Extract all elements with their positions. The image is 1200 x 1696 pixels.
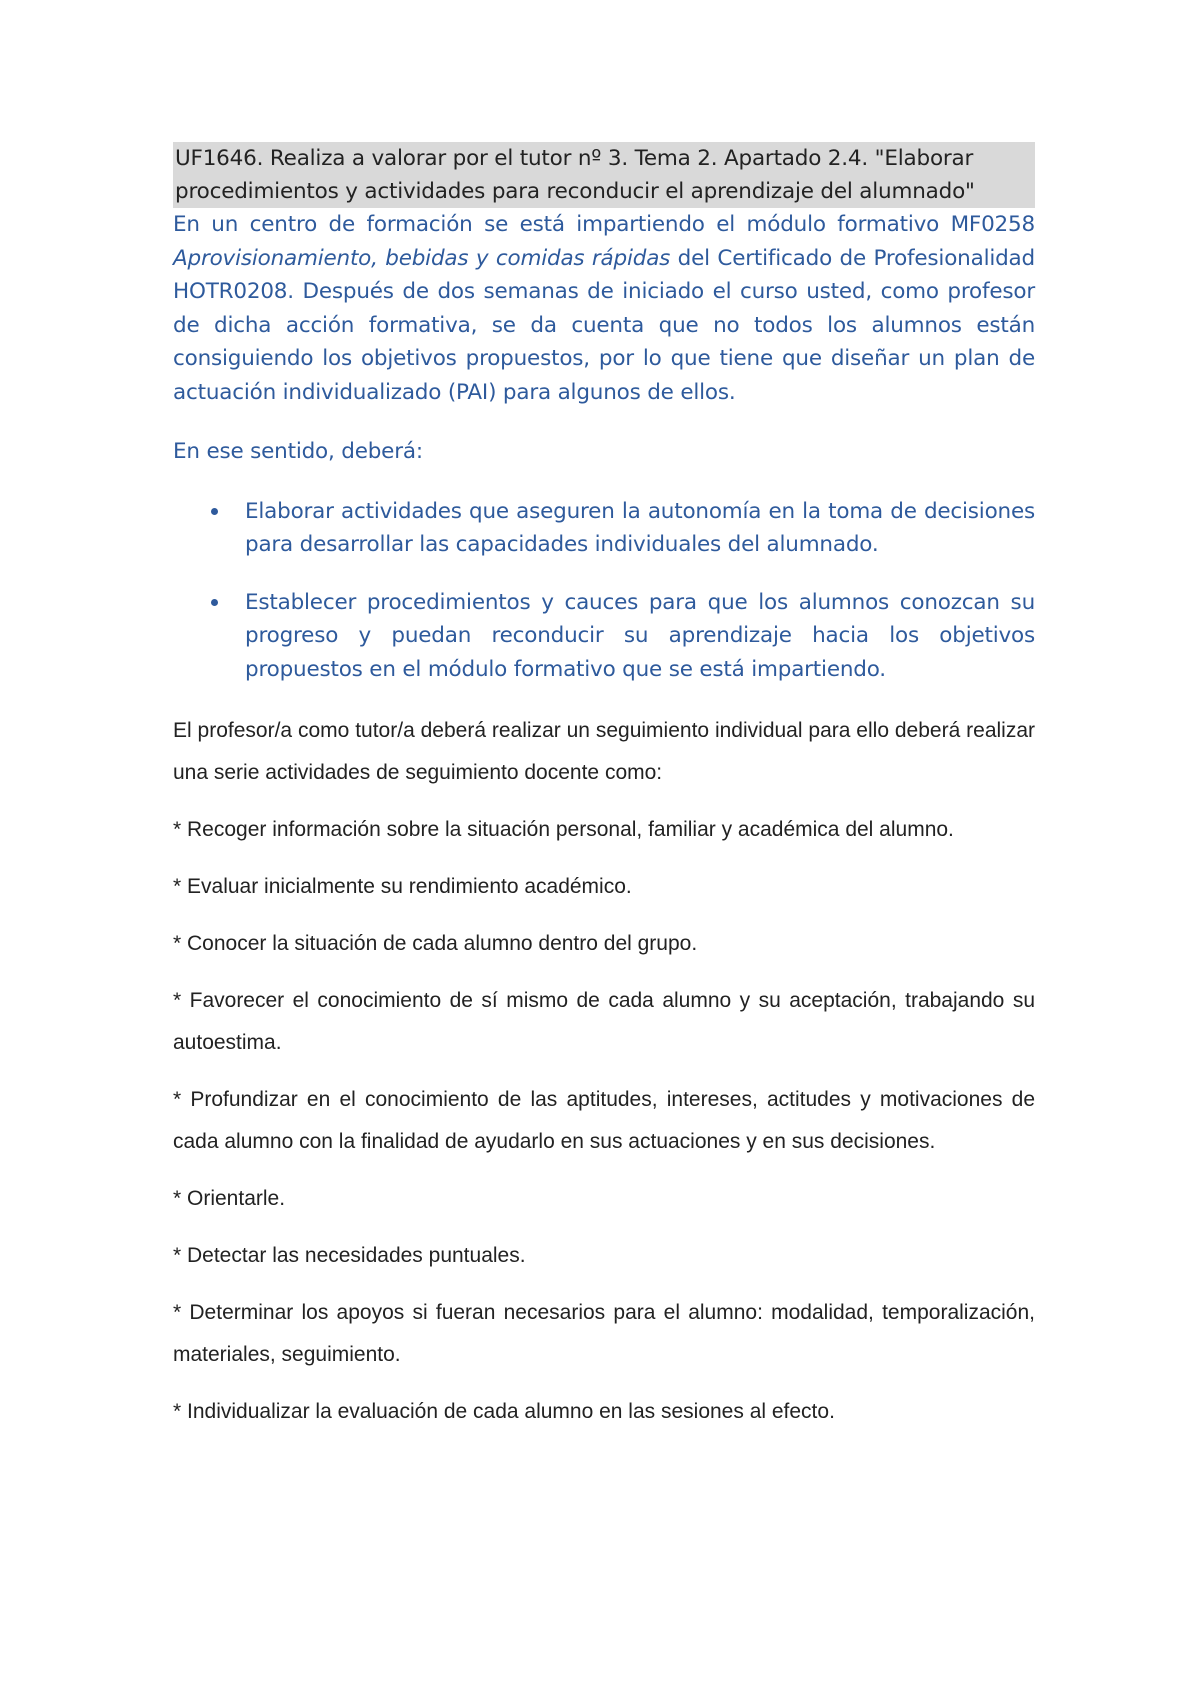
bullet-item: [173, 495, 1035, 562]
document-heading: UF1646. Realiza a valorar por el tutor nº 3. Tema 2. Apartado 2.4. "Elaborar procedimientos y actividades para reconducir el aprendizaje del alumnado": [173, 142, 1035, 208]
task-bullet-list: [173, 495, 1035, 687]
activity-item: * Profundizar en el conocimiento de las aptitudes, intereses, actitudes y motivaciones de cada alumno con la finalidad de ayudarlo en sus actuaciones y en sus decisiones.: [173, 1088, 1035, 1153]
intro-text-part2: del Certificado de Profesionalidad HOTR0208. Después de dos semanas de iniciado el curso usted, como profesor de dicha acción formativa, se da cuenta que no todos los alumnos están consiguiendo los objetivos propuestos, por lo que tiene que diseñar un plan de actuación individualizado (PAI) para algunos de ellos.: [173, 245, 1035, 405]
body-paragraph: El profesor/a como tutor/a deberá realizar un seguimiento individual para ello deberá realizar una serie actividades de seguimiento docente como:: [173, 719, 1035, 784]
activity-item: * Recoger información sobre la situación personal, familiar y académica del alumno.: [173, 818, 954, 841]
activity-item: * Orientarle.: [173, 1187, 286, 1210]
document-page: [173, 142, 1035, 1448]
bullet-text: Elaborar actividades que aseguren la autonomía en la toma de decisiones para desarrollar las capacidades individuales del alumnado.: [245, 498, 1035, 557]
lead-in-text: En ese sentido, deberá:: [173, 439, 423, 464]
bullet-text: Establecer procedimientos y cauces para que los alumnos conozcan su progreso y puedan reconducir su aprendizaje hacia los objetivos propuestos en el módulo formativo que se está impartiendo.: [245, 589, 1035, 682]
bullet-dot-icon: [211, 508, 218, 515]
activity-item: * Determinar los apoyos si fueran necesarios para el alumno: modalidad, temporalización, materiales, seguimiento.: [173, 1301, 1035, 1366]
module-title-italic: Aprovisionamiento, bebidas y comidas rápidas: [173, 245, 671, 271]
intro-text-part1: En un centro de formación se está impartiendo el módulo formativo MF0258: [173, 212, 1035, 237]
bullet-item: [173, 586, 1035, 687]
intro-paragraph: [173, 208, 1035, 409]
bullet-dot-icon: [211, 599, 218, 606]
activity-item: * Conocer la situación de cada alumno dentro del grupo.: [173, 932, 698, 955]
activity-item: * Individualizar la evaluación de cada alumno en las sesiones al efecto.: [173, 1400, 835, 1423]
activity-item: * Favorecer el conocimiento de sí mismo de cada alumno y su aceptación, trabajando su autoestima.: [173, 989, 1035, 1054]
activity-item: * Detectar las necesidades puntuales.: [173, 1244, 526, 1267]
activity-item: * Evaluar inicialmente su rendimiento académico.: [173, 875, 632, 898]
